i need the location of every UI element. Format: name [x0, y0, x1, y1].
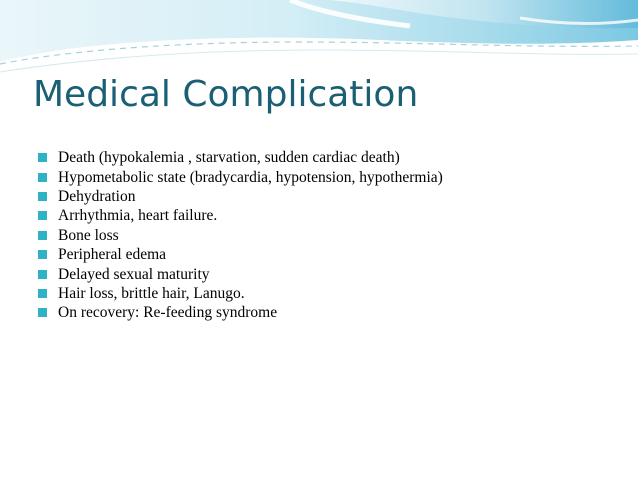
square-bullet-icon	[38, 250, 47, 259]
square-bullet-icon	[38, 173, 47, 182]
list-item	[38, 167, 443, 186]
bullet-text: On recovery: Re-feeding syndrome	[58, 304, 278, 322]
header-wave-decoration	[0, 0, 638, 80]
list-item	[38, 187, 443, 206]
list-item	[38, 303, 443, 322]
square-bullet-icon	[38, 153, 47, 162]
bullet-list	[38, 148, 443, 323]
bullet-text: Hypometabolic state (bradycardia, hypotension, hypothermia)	[58, 168, 443, 186]
list-item	[38, 148, 443, 167]
bullet-text: Death (hypokalemia , starvation, sudden cardiac death)	[58, 149, 400, 167]
square-bullet-icon	[38, 211, 47, 220]
slide-title: Medical Complication	[33, 74, 419, 115]
bullet-text: Delayed sexual maturity	[58, 265, 210, 283]
bullet-text: Dehydration	[58, 187, 136, 205]
bullet-text: Hair loss, brittle hair, Lanugo.	[58, 284, 245, 302]
bullet-text: Arrhythmia, heart failure.	[58, 207, 218, 225]
bullet-text: Peripheral edema	[58, 246, 167, 264]
square-bullet-icon	[38, 270, 47, 279]
list-item	[38, 206, 443, 225]
square-bullet-icon	[38, 289, 47, 298]
list-item	[38, 226, 443, 245]
square-bullet-icon	[38, 308, 47, 317]
list-item	[38, 264, 443, 283]
bullet-text: Bone loss	[58, 226, 119, 244]
list-item	[38, 284, 443, 303]
square-bullet-icon	[38, 192, 47, 201]
list-item	[38, 245, 443, 264]
square-bullet-icon	[38, 231, 47, 240]
